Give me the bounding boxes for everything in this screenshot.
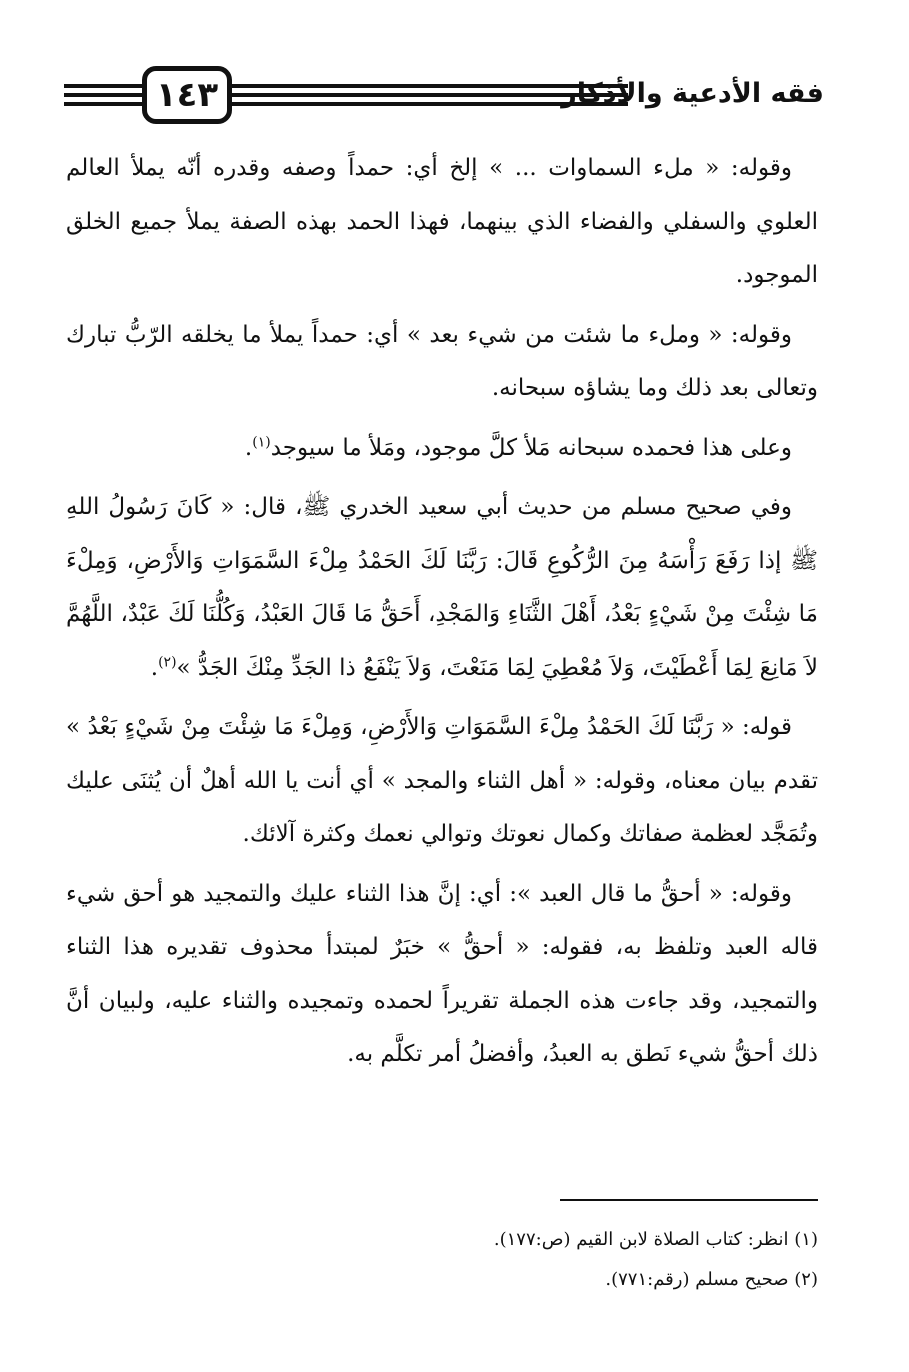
paragraph: وعلى هذا فحمده سبحانه مَلأ كلَّ موجود، ومَلأ ما سيوجد$^{(١)}$.: [244, 433, 792, 461]
footnote: (٢) صحيح مسلم (رقم:٧٧١).: [605, 1269, 818, 1290]
paragraph: قوله: « رَبَّنَا لَكَ الحَمْدُ مِلْءَ السَّمَوَاتِ وَالأَرْضِ، وَمِلْءَ مَا شِئْتَ مِنْ شَيْءٍ بَعْدُ » تقدم بيان معناه، وقوله: « أهل الثناء والمجد » أي أنت يا الله أهلٌ أن يُثنَى عليك وتُمَجَّد لعظمة صفاتك وكمال نعوتك وتوالي نعمك وكثرة آلائك.: [66, 714, 818, 847]
page-header: [64, 66, 824, 136]
paragraph-text: وعلى هذا فحمده سبحانه مَلأ كلَّ موجود، ومَلأ ما سيوجد: [270, 434, 792, 461]
paragraph: وقوله: « وملء ما شئت من شيء بعد » أي: حمداً يملأ ما يخلقه الرّبُّ تبارك وتعالى بعد ذلك وما يشاؤه سبحانه.: [66, 321, 818, 401]
footnotes: [66, 1220, 818, 1300]
paragraph: وفي صحيح مسلم من حديث أبي سعيد الخدري ﷺ، قال: « كَانَ رَسُولُ اللهِ ﷺ إذا رَفَعَ رَأْسَهُ مِنَ الرُّكُوعِ قَالَ: رَبَّنَا لَكَ الحَمْدُ مِلْءَ السَّمَوَاتِ وَالأَرْضِ، وَمِلْءَ مَا شِئْتَ مِنْ شَيْءٍ بَعْدُ، أَهْلَ الثَّنَاءِ وَالمَجْدِ، أَحَقُّ مَا قَالَ العَبْدُ، وَكُلُّنَا لَكَ عَبْدٌ، اللَّهُمَّ لاَ مَانِعَ لِمَا أَعْطَيْتَ، وَلاَ مُعْطِيَ لِمَا مَنَعْتَ، وَلاَ يَنْفَعُ ذا الجَدِّ مِنْكَ الجَدُّ »$^{(٢)}$.: [66, 494, 818, 681]
book-title: فقه الأدعية والأذكار: [561, 78, 824, 109]
footnote-ref: (٢): [158, 653, 177, 670]
footnote-separator: [560, 1199, 818, 1201]
header-rule: [64, 93, 142, 97]
footnote: (١) انظر: كتاب الصلاة لابن القيم (ص:١٧٧).: [493, 1229, 818, 1250]
footnote-ref: (١): [252, 433, 271, 450]
paragraph: وقوله: « أحقُّ ما قال العبد »: أي: إنَّ هذا الثناء عليك والتمجيد هو أحق شيء قاله العبد وتلفظ به، فقوله: « أحقُّ » خبَرٌ لمبتدأ محذوف تقديره هذا الثناء والتمجيد، وقد جاءت هذه الجملة تقريراً لحمده وتمجيده والثناء عليه، ولبيان أنَّ ذلك أحقُّ شيء نَطق به العبدُ، وأفضلُ أمر تكلَّم به.: [66, 880, 818, 1067]
header-rule: [64, 102, 142, 106]
hadith-text: وفي صحيح مسلم من حديث أبي سعيد الخدري ﷺ، قال: « كَانَ رَسُولُ اللهِ ﷺ إذا رَفَعَ رَأْسَهُ مِنَ الرُّكُوعِ قَالَ: رَبَّنَا لَكَ الحَمْدُ مِلْءَ السَّمَوَاتِ وَالأَرْضِ، وَمِلْءَ مَا شِئْتَ مِنْ شَيْءٍ بَعْدُ، أَهْلَ الثَّنَاءِ وَالمَجْدِ، أَحَقُّ مَا قَالَ العَبْدُ، وَكُلُّنَا لَكَ عَبْدٌ، اللَّهُمَّ لاَ مَانِعَ لِمَا أَعْطَيْتَ، وَلاَ مُعْطِيَ لِمَا مَنَعْتَ، وَلاَ يَنْفَعُ ذا الجَدِّ مِنْكَ الجَدُّ »: [66, 494, 818, 681]
main-text: [66, 142, 818, 1082]
page-number: ١٤٣: [142, 66, 232, 124]
paragraph: وقوله: « ملء السماوات ... » إلخ أي: حمداً وصفه وقدره أنّه يملأ العالم العلوي والسفلي والفضاء الذي بينهما، فهذا الحمد بهذه الصفة يملأ جميع الخلق الموجود.: [66, 155, 818, 288]
header-rule: [64, 84, 142, 88]
